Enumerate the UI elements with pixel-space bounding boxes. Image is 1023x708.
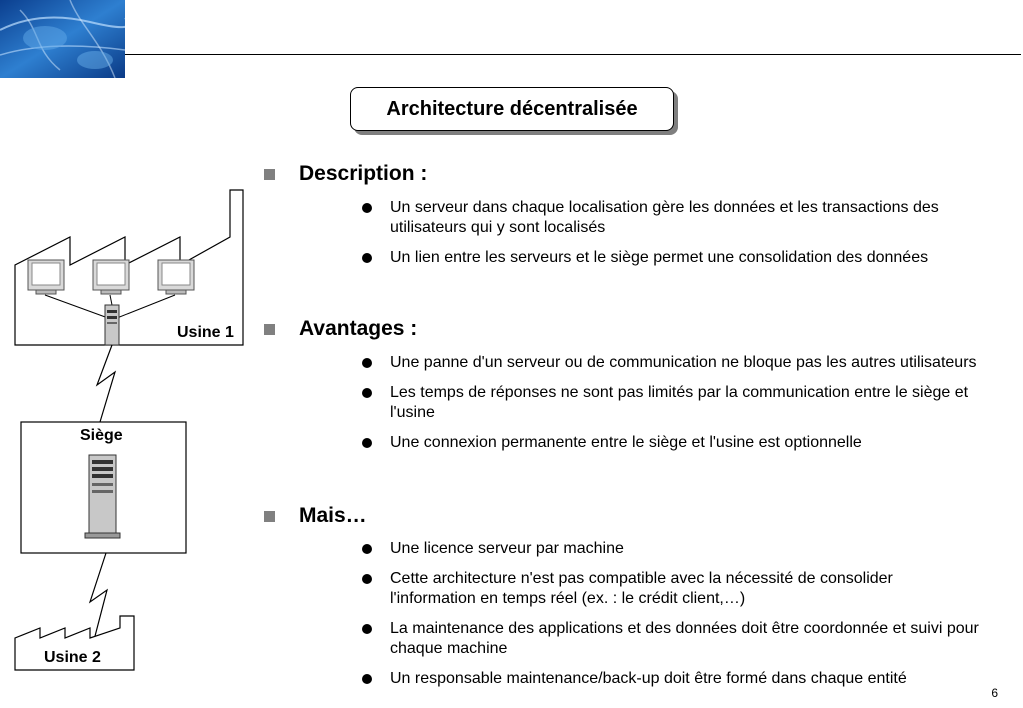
usine1-label: Usine 1 <box>177 324 234 341</box>
section-mais <box>262 503 979 687</box>
bullet-dot-icon <box>362 388 372 398</box>
list-item: Un serveur dans chaque localisation gère les données et les transactions des utilisateurs qui y sont localisés <box>362 198 982 238</box>
section-title: Avantages : <box>299 317 418 340</box>
architecture-diagram <box>0 150 260 680</box>
page-number: 6 <box>991 686 998 700</box>
square-bullet-icon <box>264 324 275 335</box>
list-item: Cette architecture n'est pas compatible avec la nécessité de consolider l'information en temps réel (ex. : le crédit client,…) <box>362 569 982 609</box>
computer-icon <box>93 260 129 294</box>
list-item: Les temps de réponses ne sont pas limités par la communication entre le siège et l'usine <box>362 383 982 423</box>
bullet-dot-icon <box>362 358 372 368</box>
server-icon <box>105 305 119 345</box>
slide-title: Architecture décentralisée <box>350 87 674 131</box>
list-item: Un responsable maintenance/back-up doit être formé dans chaque entité <box>362 669 982 689</box>
bullet-dot-icon <box>362 624 372 634</box>
list-item: La maintenance des applications et des données doit être coordonnée et suivi pour chaque machine <box>362 619 982 659</box>
section-avantages <box>262 316 977 451</box>
section-title: Mais… <box>299 504 367 527</box>
bullet-dot-icon <box>362 674 372 684</box>
list-item: Un lien entre les serveurs et le siège permet une consolidation des données <box>362 248 982 268</box>
computer-icon <box>28 260 64 294</box>
usine2-label: Usine 2 <box>44 649 101 666</box>
link-siege-usine2 <box>90 553 107 640</box>
bullet-list <box>362 539 982 699</box>
bullet-dot-icon <box>362 203 372 213</box>
siege-label: Siège <box>80 427 123 444</box>
square-bullet-icon <box>264 169 275 180</box>
bullet-dot-icon <box>362 574 372 584</box>
list-item: Une licence serveur par machine <box>362 539 982 559</box>
computer-icon <box>158 260 194 294</box>
header-rule <box>125 54 1021 55</box>
link-usine1-siege <box>97 345 115 422</box>
bullet-list <box>362 353 982 463</box>
bullet-list <box>362 198 982 278</box>
globe-logo <box>0 0 125 78</box>
bullet-dot-icon <box>362 253 372 263</box>
section-description <box>262 161 939 266</box>
bullet-dot-icon <box>362 544 372 554</box>
list-item: Une connexion permanente entre le siège et l'usine est optionnelle <box>362 433 982 453</box>
list-item: Une panne d'un serveur ou de communication ne bloque pas les autres utilisateurs <box>362 353 982 373</box>
section-title: Description : <box>299 162 428 185</box>
square-bullet-icon <box>264 511 275 522</box>
bullet-dot-icon <box>362 438 372 448</box>
server-icon <box>85 455 120 538</box>
